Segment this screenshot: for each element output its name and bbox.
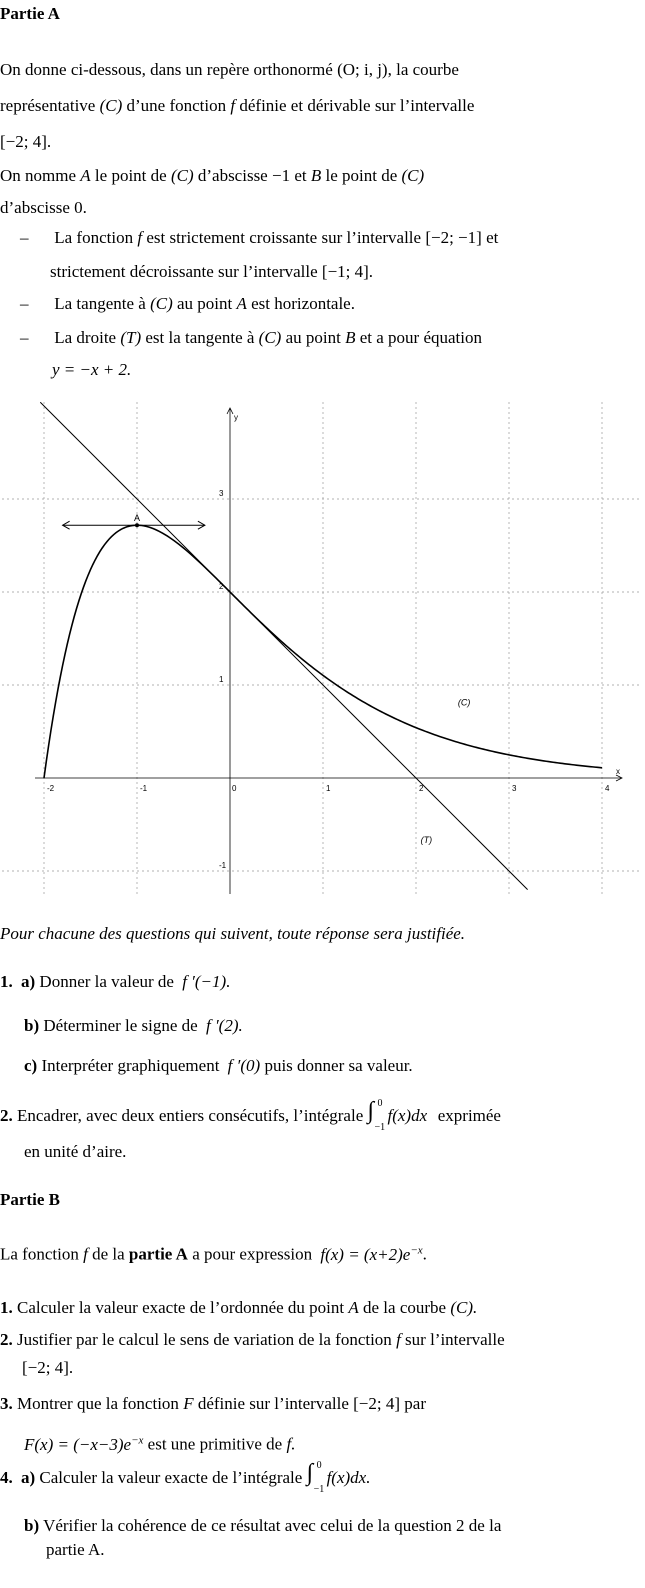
b2e: est horizontale. [251,294,355,313]
b1d: et [486,228,499,247]
pb-q1-text: Calculer la valeur exacte de l’ordonnée du point [17,1298,345,1317]
partB-title: Partie B [0,1190,60,1209]
pb-expr-end: . [422,1244,427,1264]
integral-lower-2: −1 [313,1484,325,1495]
pb-l1c: a pour expression [192,1244,313,1264]
repere: (O; i, j) [337,60,388,79]
pb-q3-F: F [183,1394,194,1413]
b1a: La fonction [54,228,134,247]
intro-text-2b: d’une fonction [126,96,227,115]
b1c: [−2; −1] [425,228,482,247]
q2-num: 2. [0,1106,13,1125]
pb-q3-b: définie sur l’intervalle [197,1394,349,1413]
b1-cont-b: [−1; 4]. [321,262,374,281]
pb-l1b: de la [92,1244,125,1264]
q1-num: 1. [0,972,13,991]
y-tick-3: 3 [219,489,224,498]
b3c: est la tangente à [145,328,255,347]
pb-q4b [24,1516,501,1536]
b1-cont-a: strictement décroissante sur l’intervalle [50,262,318,281]
x-tick-2: 2 [419,784,424,793]
x-tick-3: 3 [512,784,517,793]
q1a [0,972,230,992]
pb-q3-f: f. [286,1434,296,1454]
line4b: le point de [94,166,167,185]
q1b [24,1016,243,1036]
pb-expr [320,1245,422,1264]
integral-q4a: ∫ 0 −1 f(x)dx. [307,1468,373,1488]
b3e: au point [285,328,341,347]
x-tick-0: 0 [232,784,237,793]
x-tick--1: -1 [140,784,148,793]
q1c [24,1056,413,1076]
pb-f: f [83,1244,88,1264]
pb-l1a: La fonction [0,1244,79,1264]
pb-expr-sup: −x [410,1244,423,1256]
integral-q2: ∫ 0 −1 f(x)dx [367,1106,433,1126]
x-tick-1: 1 [326,784,331,793]
function-graph [0,400,645,900]
point-a [135,523,139,527]
curve-c-ref-3: (C) [401,166,425,185]
q2-line2: en unité d’aire. [24,1142,127,1161]
line4d: le point de [325,166,398,185]
q1b-text: Déterminer le signe de [43,1016,198,1035]
b3f: B [345,328,356,347]
tangent-equation: y = −x + 2. [52,360,132,379]
y-tick--1: -1 [219,861,227,870]
pb-q3-expr [24,1435,143,1454]
q2-text: Encadrer, avec deux entiers consécutifs, l’intégrale [17,1106,364,1125]
integral-upper-2: 0 [316,1460,322,1471]
partA-title: Partie A [0,4,60,23]
q1c-end: puis donner sa valeur. [264,1056,413,1075]
pb-q4b-letter: b) [24,1516,40,1535]
A-ref: A [80,166,91,185]
intro-text-1: On donne ci-dessous, dans un repère orthonormé [0,60,333,79]
pb-q4a-text: Calculer la valeur exacte de l’intégrale [39,1468,303,1487]
b2a: La tangente à [54,294,146,313]
pb-q4a-letter: a) [21,1468,36,1487]
intro-text-2c: définie et dérivable sur l’intervalle [239,96,475,115]
q1b-math: f ′(2). [205,1016,243,1035]
q1a-letter: a) [21,972,36,991]
b1-f: f [137,228,143,247]
pb-q3-c: par [404,1394,426,1413]
pb-q4-num: 4. [0,1468,13,1487]
pb-q4b-text: Vérifier la cohérence de ce résultat avec celui de la question 2 de la [43,1516,502,1535]
integral-body-2: f(x)dx. [326,1468,371,1487]
pb-q3-expr-sup: −x [131,1434,144,1446]
pb-q3-expr-main: F(x) = (−x−3)e [24,1434,132,1454]
b3d: (C) [258,328,282,347]
pb-q1 [0,1298,477,1318]
line4a: On nomme [0,166,77,185]
intro-text-1b: , la courbe [387,60,459,79]
interval-1: [−2; 4]. [0,132,52,151]
x-tick-4: 4 [605,784,610,793]
bullet-2: – La tangente à (C) au point A est horizontale. [20,294,355,313]
pb-q2-num: 2. [0,1330,13,1349]
pb-q3-num: 3. [0,1394,13,1413]
y-tick-2: 2 [219,582,224,591]
b2c: au point [176,294,233,313]
q1a-math: f ′(−1). [182,972,231,991]
integral-lower: −1 [374,1122,386,1133]
q1a-text: Donner la valeur de [39,972,174,991]
b1b: est strictement croissante sur l’intervalle [146,228,422,247]
pb-q2-b: sur l’intervalle [405,1330,505,1349]
pb-partieA: partie A [128,1244,188,1264]
pb-q1-C: (C). [450,1298,478,1317]
f-ref: f [230,96,236,115]
integral-body: f(x)dx [387,1106,428,1125]
integral-body-2-text: f(x)dx [326,1468,367,1487]
q2-end: exprimée [437,1106,501,1125]
intro-line-4 [0,166,424,186]
integral-upper: 0 [377,1098,383,1109]
intro-line-1 [0,60,459,80]
b3b: (T) [120,328,142,347]
pb-q3-int: [−2; 4] [353,1394,401,1413]
pb-q1-num: 1. [0,1298,13,1317]
label-point-a: A [134,513,141,524]
pb-q3-text: Montrer que la fonction [17,1394,179,1413]
pb-q3-line2 [24,1430,295,1455]
pb-q2-f: f [396,1330,401,1349]
pb-q2-text: Justifier par le calcul le sens de variation de la fonction [17,1330,392,1349]
pb-q3-end: est une primitive de [147,1434,283,1454]
intro-text-2a: représentative [0,96,96,115]
intro-line-2 [0,96,474,116]
b3g: et a pour équation [359,328,482,347]
q2 [0,1098,501,1133]
b2d: A [236,294,247,313]
curve-c-ref-2: (C) [170,166,194,185]
label-curve-c: (C) [457,697,471,708]
pb-q2-int: [−2; 4]. [22,1358,74,1377]
intro-line-5: d’abscisse 0. [0,198,87,217]
bullet-3: – La droite (T) est la tangente à (C) au point B et a pour équation [20,328,482,347]
b2b: (C) [150,294,173,313]
y-tick-1: 1 [219,675,224,684]
x-tick--2: -2 [47,784,55,793]
bullet-1: – La fonction f est strictement croissante sur l’intervalle [−2; −1] et [20,228,499,247]
pb-expr-main: f(x) = (x+2)e [320,1244,411,1264]
instruction: Pour chacune des questions qui suivent, toute réponse sera justifiée. [0,924,466,943]
graph-grid [2,402,640,896]
pb-q2 [0,1330,505,1350]
q1c-text: Interpréter graphiquement [41,1056,220,1075]
q1b-letter: b) [24,1016,40,1035]
tangent-t [40,402,527,889]
b3a: La droite [54,328,117,347]
q1c-letter: c) [24,1056,38,1075]
pb-q4b-line2: partie A. [46,1540,105,1559]
pb-q4a [0,1460,373,1495]
bullet-1-cont [50,262,373,282]
label-tangent-t: (T) [420,835,433,846]
pb-q3 [0,1394,426,1414]
x-axis-label: x [616,767,620,776]
graph-axes [35,408,622,894]
curve-c-ref: (C) [99,96,123,115]
q1c-math: f ′(0) [227,1056,261,1075]
line4c: d’abscisse −1 et [197,166,307,185]
partB-line1 [0,1240,427,1265]
pb-q1-b: de la courbe [363,1298,447,1317]
B-ref: B [310,166,322,185]
pb-q1-A: A [348,1298,359,1317]
y-axis-label: y [234,413,238,422]
